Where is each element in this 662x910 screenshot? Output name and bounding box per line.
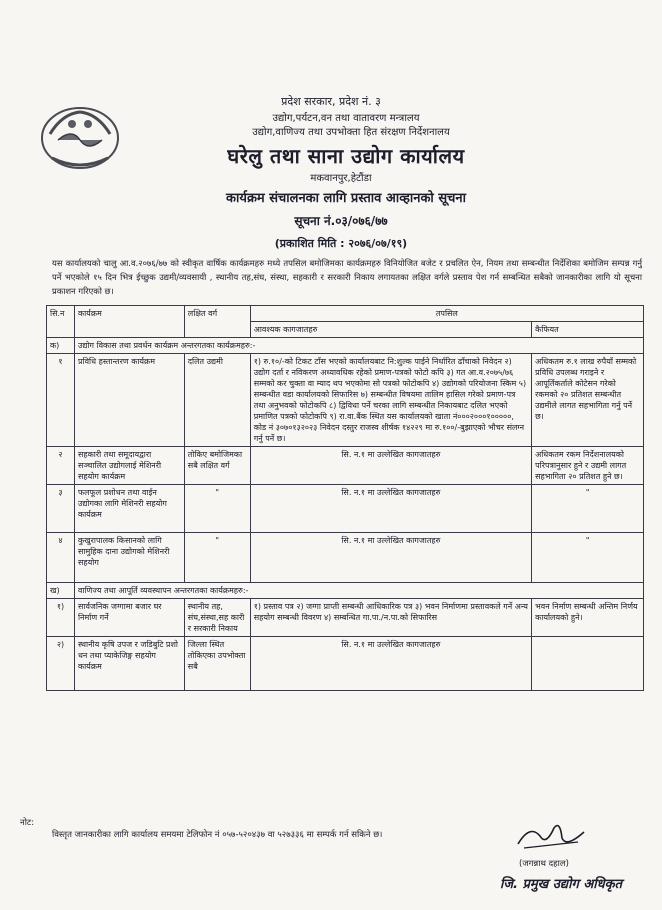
row-sn: ३	[47, 485, 75, 533]
row-program: कुखुरापालक किसानको लागि सामुहिक दाना उद्योगको मेशिनरी सहयोग	[74, 533, 184, 583]
table-row	[47, 354, 644, 447]
header-line2: उद्योग,पर्यटन,वन तथा वातावरण मन्त्रालय	[272, 113, 420, 124]
header-sn: सि.न	[47, 306, 75, 338]
section-a-title: उद्योग विकास तथा प्रवर्धन कार्यक्रम अन्तरगतका कार्यक्रमहरु:-	[74, 338, 643, 354]
header-docs: आवश्यक कागजातहरु	[250, 322, 531, 338]
row-remarks	[532, 637, 644, 691]
row-program: प्रविधि हस्तान्तरण कार्यक्रम	[74, 354, 184, 447]
office-location: मकवानपुर,हेटौंडा	[310, 173, 372, 184]
row-remarks: "	[532, 533, 644, 583]
row-program: स्थानीय कृषि उपज र जडिबुटि प्रशो धन तथा प्याकेजिङ्ग सहयोग कार्यक्रम	[74, 637, 184, 691]
table-row	[47, 637, 644, 691]
contact-footer: विस्तृत जानकारीका लागि कार्यालय समयमा टेलिफोन नं ०५७-५२०४३७ वा ५२७३३६ मा सम्पर्क गर्न सकिने छ।	[52, 830, 383, 840]
table-row	[47, 599, 644, 637]
row-target: दलित उद्यमी	[184, 354, 250, 447]
section-b-row	[47, 583, 644, 599]
section-a-label: क)	[47, 338, 75, 354]
intro-paragraph: यस कार्यालयको चालु आ.व.२०७६/७७ को स्वीकृत वार्षिक कार्यक्रमहरु मध्ये तपसिल बमोजिमका कार्यक्रमहरु विनियोजित बजेट र प्रचलित ऐन, नियम तथा सम्बन्धीत निर्देशिका बमोजिम सम्पन्न गर्नु पर्ने भएकोले १५ दिन भित्र ईच्छुक उद्यमी/व्यवसायी , स्थानीय तह,संघ, संस्था, सहकारी र सरकारी निकाय लगायतका लक्षित वर्गले प्रस्ताव पेश गर्न सम्बन्धित सबैको जानकारीका लागि यो सूचना प्रकाशन गरिएको छ।	[52, 258, 642, 296]
table-row	[47, 533, 644, 583]
row-program: सहकारी तथा समूदायद्वारा सञ्चालित उद्योगलाई मेशिनरी सहयोग कार्यक्रम	[74, 447, 184, 485]
row-program: फलफूल प्रशोधन तथा वाईन उद्योगका लागि मेशिनरी सहयोग कार्यक्रम	[74, 485, 184, 533]
header-line1: प्रदेश सरकार, प्रदेश नं. ३	[281, 95, 381, 108]
header-tapsil: तपसिल	[250, 306, 643, 322]
section-b-title: वाणिज्य तथा आपूर्ति व्यवस्थापन अन्तरगतका कार्यक्रमहरु:-	[74, 583, 643, 599]
row-remarks: भवन निर्माण सम्बन्धी अन्तिम निर्णय कार्यालयको हुने।	[532, 599, 644, 637]
section-b-label: ख)	[47, 583, 75, 599]
note-label: नोट:	[20, 818, 35, 828]
row-sn: २	[47, 447, 75, 485]
row-sn: १)	[47, 599, 75, 637]
section-a-row	[47, 338, 644, 354]
row-remarks: अधिकतम रु.१ लाख रुपैयाँ सम्मको प्रविधि उपलब्ध गराइने र आपूर्तिकर्ताले कोटेसन गरेको रकमको २० प्रतिशत सम्बन्धीत उद्यमीले लागत सहभागिता गर्नु पर्ने छ।	[532, 354, 644, 447]
signer-title: जि. प्रमुख उद्योग अधिकृत	[500, 877, 623, 892]
header-line3: उद्योग,वाणिज्य तथा उपभोक्ता हित संरक्षण निर्देशनालय	[252, 127, 450, 138]
programs-table	[46, 305, 644, 691]
header-program: कार्यक्रम	[74, 306, 184, 338]
published-date: (प्रकाशित मिति : २०७६/०७/१९)	[274, 237, 408, 250]
row-target: तोकिए बमोजिमका सबै लक्षित वर्ग	[184, 447, 250, 485]
row-remarks: "	[532, 485, 644, 533]
table-row	[47, 485, 644, 533]
row-sn: १	[47, 354, 75, 447]
row-docs: १) रु.१०/-को टिकट टाँस भएको कार्यालयबाट नि:शुल्क पाईने निर्धारित ढाँचाको निवेदन २) उद्योग दर्ता र नविकरण अध्यावधिक रहेको प्रमाण-पत्रको फोटो कपि ३) गत आ.व.२०७५/७६ सम्मको कर चुक्ता वा म्याद थप भएकोमा सो पत्रको फोटोकपि ४) उद्योगको परियोजना स्किम ५) सम्बन्धीत वडा कार्यालयको सिफारिस ७) सम्बन्धीत विषयमा तालिम हासिल गरेको प्रमाण-पत्र तथा अनुभवको फोटोकपि ८) द्विविधा पर्ने चरका लागि सम्बन्धीत निकायबाट दलित भएको प्रमाणित पत्रको फोटोकपि ९) रा.वा.बैंक स्थित यस कार्यालयको खाता नं०००२०००१०००००, कोड नं ३०७०१३२०२३ निवेदन दस्तुर राजस्व शीर्षक १४२२९ मा रु.१००/-बुझाएको भौचर संलग्न गर्नु पर्ने छ।	[250, 354, 531, 447]
table-header-row	[47, 306, 644, 322]
row-target: जिल्ला स्थित तोकिएका उपभोक्ता सबै	[184, 637, 250, 691]
row-docs: सि. न.१ मा उल्लेखित कागजातहरु	[250, 447, 531, 485]
row-program: सार्वजनिक जग्गामा बजार घर निर्माण गर्ने	[74, 599, 184, 637]
table-row	[47, 447, 644, 485]
row-target: "	[184, 485, 250, 533]
row-sn: २)	[47, 637, 75, 691]
row-sn: ४	[47, 533, 75, 583]
row-docs: सि. न.१ मा उल्लेखित कागजातहरु	[250, 485, 531, 533]
signature-icon	[510, 818, 590, 856]
row-docs: १) प्रस्ताव पत्र २) जग्गा प्राप्ती सम्बन्धी आधिकारिक पत्र ३) भवन निर्माणमा प्रस्तावकले गर्ने अन्य सहयोग सम्बन्धी विवरण ४) सम्बन्धित गा.पा./न.पा.को सिफारिस	[250, 599, 531, 637]
notice-number: सूचना नं.०३/०७६/७७	[294, 214, 388, 228]
header-remarks: कैफियत	[532, 322, 644, 338]
office-title: घरेलु तथा साना उद्योग कार्यालय	[227, 144, 465, 168]
header-target: लक्षित वर्ग	[184, 306, 250, 338]
row-docs: सि. न.१ मा उल्लेखित कागजातहरु	[250, 533, 531, 583]
signer-name: (जगन्नाथ दहाल)	[519, 859, 569, 869]
notice-title: कार्यक्रम संचालनका लागि प्रस्ताव आव्हानको सूचना	[226, 191, 466, 206]
row-remarks: अधिकतम रकम निर्देशनालयको परिपत्रानुसार हुने र उद्यमी लागत सहभागिता २० प्रतिशत हुने छ।	[532, 447, 644, 485]
row-target: "	[184, 533, 250, 583]
row-docs: सि. न.१ मा उल्लेखित कागजातहरु	[250, 637, 531, 691]
row-target: स्थानीय तह, संघ,संस्था,सह कारी र सरकारी निकाय	[184, 599, 250, 637]
